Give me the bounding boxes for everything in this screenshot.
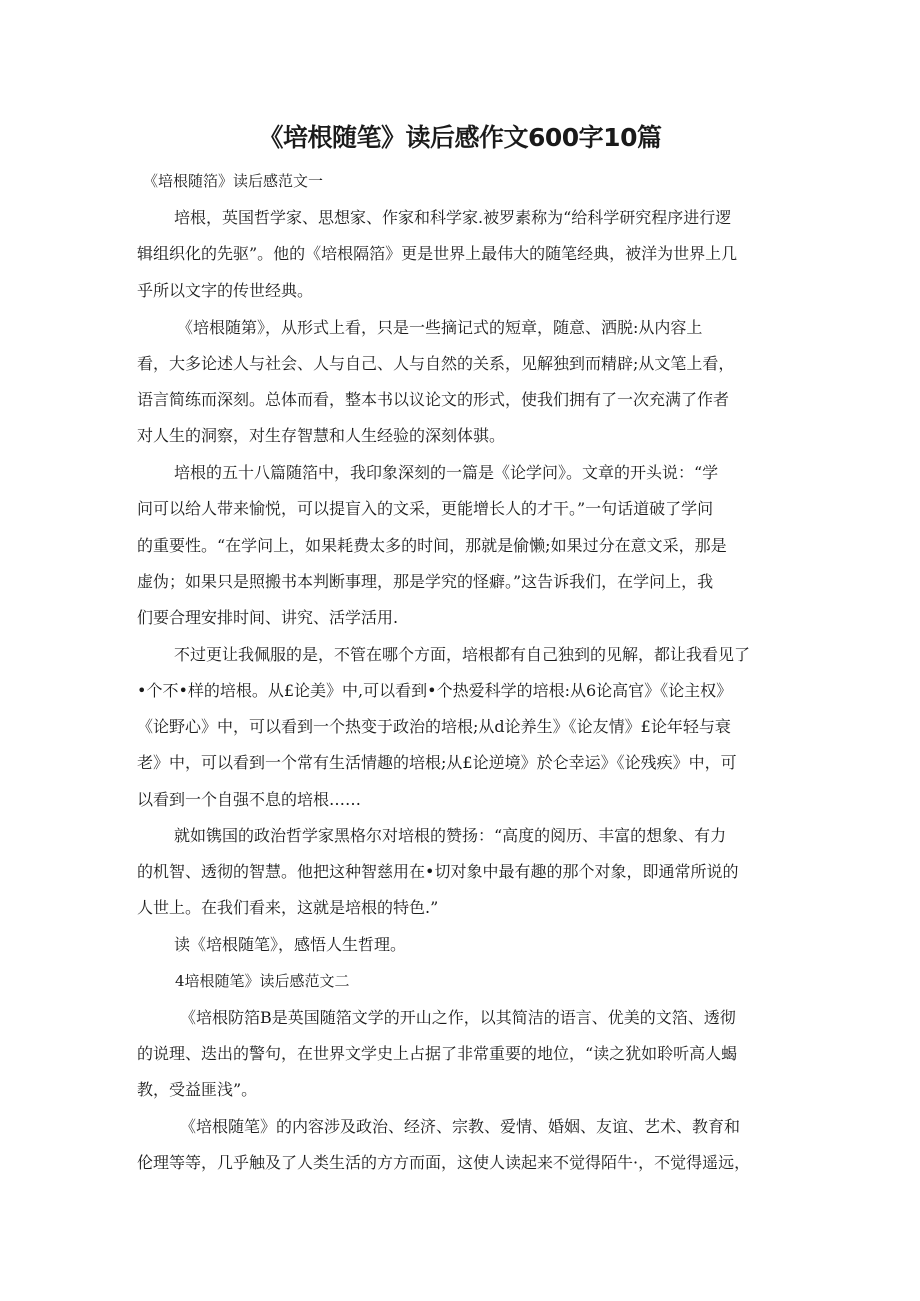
- paragraph-line: 就如镌国的政治哲学家黑格尔对培根的赞扬：“高度的阅历、丰富的想象、有力: [174, 826, 727, 845]
- paragraph-line: 伦理等等，几乎触及了人类生活的方方而面，这使人读起来不觉得陌牛·，不觉得遥远，: [137, 1153, 751, 1172]
- paragraph-line: 的机智、透彻的智慧。他把这种智慈用在•切对象中最有趣的那个对象，即通常所说的: [137, 862, 739, 881]
- paragraph-line: 《论野心》中，可以看到一个热变于政治的培根;从d论养生》《论友情》£论年轻与衰: [137, 717, 731, 736]
- paragraph-line: 培根的五十八篇随箔中，我印象深刻的一篇是《论学问》。文章的开头说：“学: [174, 463, 719, 482]
- paragraph-line: •个不•样的培根。从£论美》中,可以看到•个热爱科学的培根:从6论高官》《论主权》: [137, 681, 733, 700]
- paragraph-line: 语言简练而深刻。总体而看，整本书以议论文的形式，使我们拥有了一次充满了作者: [137, 390, 730, 409]
- paragraph-line: 对人生的洞察，对生存智慧和人生经验的深刻体骐。: [137, 426, 506, 445]
- paragraph-line: 教，受益匪浅”。: [137, 1080, 258, 1099]
- paragraph-line: 人世上。在我们看来，这就是培根的特色.”: [137, 898, 439, 917]
- paragraph-line: 培根，英国哲学家、思想家、作家和科学家.被罗素称为“给科学研究程序进行逻: [174, 208, 732, 227]
- paragraph-line: 的说理、迭出的警句，在世界文学史上占据了非常重要的地位，“读之犹如聆听高人蝎: [137, 1044, 738, 1063]
- section-heading-1: 《培根随箔》读后感范文一: [143, 172, 324, 190]
- paragraph-line: 《培根防箔B是英国随箔文学的开山之作，以其简洁的语言、优美的文箔、透彻: [180, 1008, 736, 1027]
- paragraph-line: 乎所以文字的传世经典。: [137, 281, 314, 300]
- paragraph-line: 《培根随第》，从形式上看，只是一些摘记式的短章，随意、洒脱:从内容上: [177, 318, 703, 337]
- paragraph-line: 辑组织化的先驱”。他的《培根隔箔》更是世界上最伟大的随笔经典，被洋为世界上几: [137, 244, 738, 263]
- paragraph-line: 问可以给人带来愉悦，可以提盲入的文采，更能增长人的才干。”一句话道破了学问: [137, 499, 714, 518]
- paragraph-line: 老》中，可以看到一个常有生活情趣的培根;从£论逆境》於仑幸运》《论残疾》中，可: [137, 753, 737, 772]
- document-title: 《培根随笔》读后感作文600字10篇: [258, 123, 662, 152]
- paragraph-line: 的重要性。“在学问上，如果耗费太多的时间，那就是偷懒;如果过分在意文采，那是: [137, 536, 727, 555]
- paragraph-line: 以看到一个自强不息的培根……: [137, 790, 362, 809]
- paragraph-line: 虚伪；如果只是照搬书本判断事理，那是学究的怪癖。”这告诉我们，在学问上，我: [137, 572, 714, 591]
- paragraph-line: 们要合理安排时间、讲究、活学活用.: [137, 608, 399, 627]
- section-heading-2: 4培根随笔》读后感范文二: [175, 972, 350, 990]
- paragraph-line: 《培根随笔》的内容涉及政治、经济、宗教、爱情、婚姻、友谊、艺术、教育和: [180, 1117, 741, 1136]
- paragraph-line: 不过更让我佩服的是，不管在哪个方面，培根都有自己独到的见解，都让我看见了: [174, 645, 751, 664]
- paragraph-line: 读《培根随笔》，感悟人生哲理。: [174, 935, 407, 954]
- paragraph-line: 看，大多论述人与社会、人与自己、人与自然的关系，见解独到而精辟;从文笔上看，: [137, 354, 735, 373]
